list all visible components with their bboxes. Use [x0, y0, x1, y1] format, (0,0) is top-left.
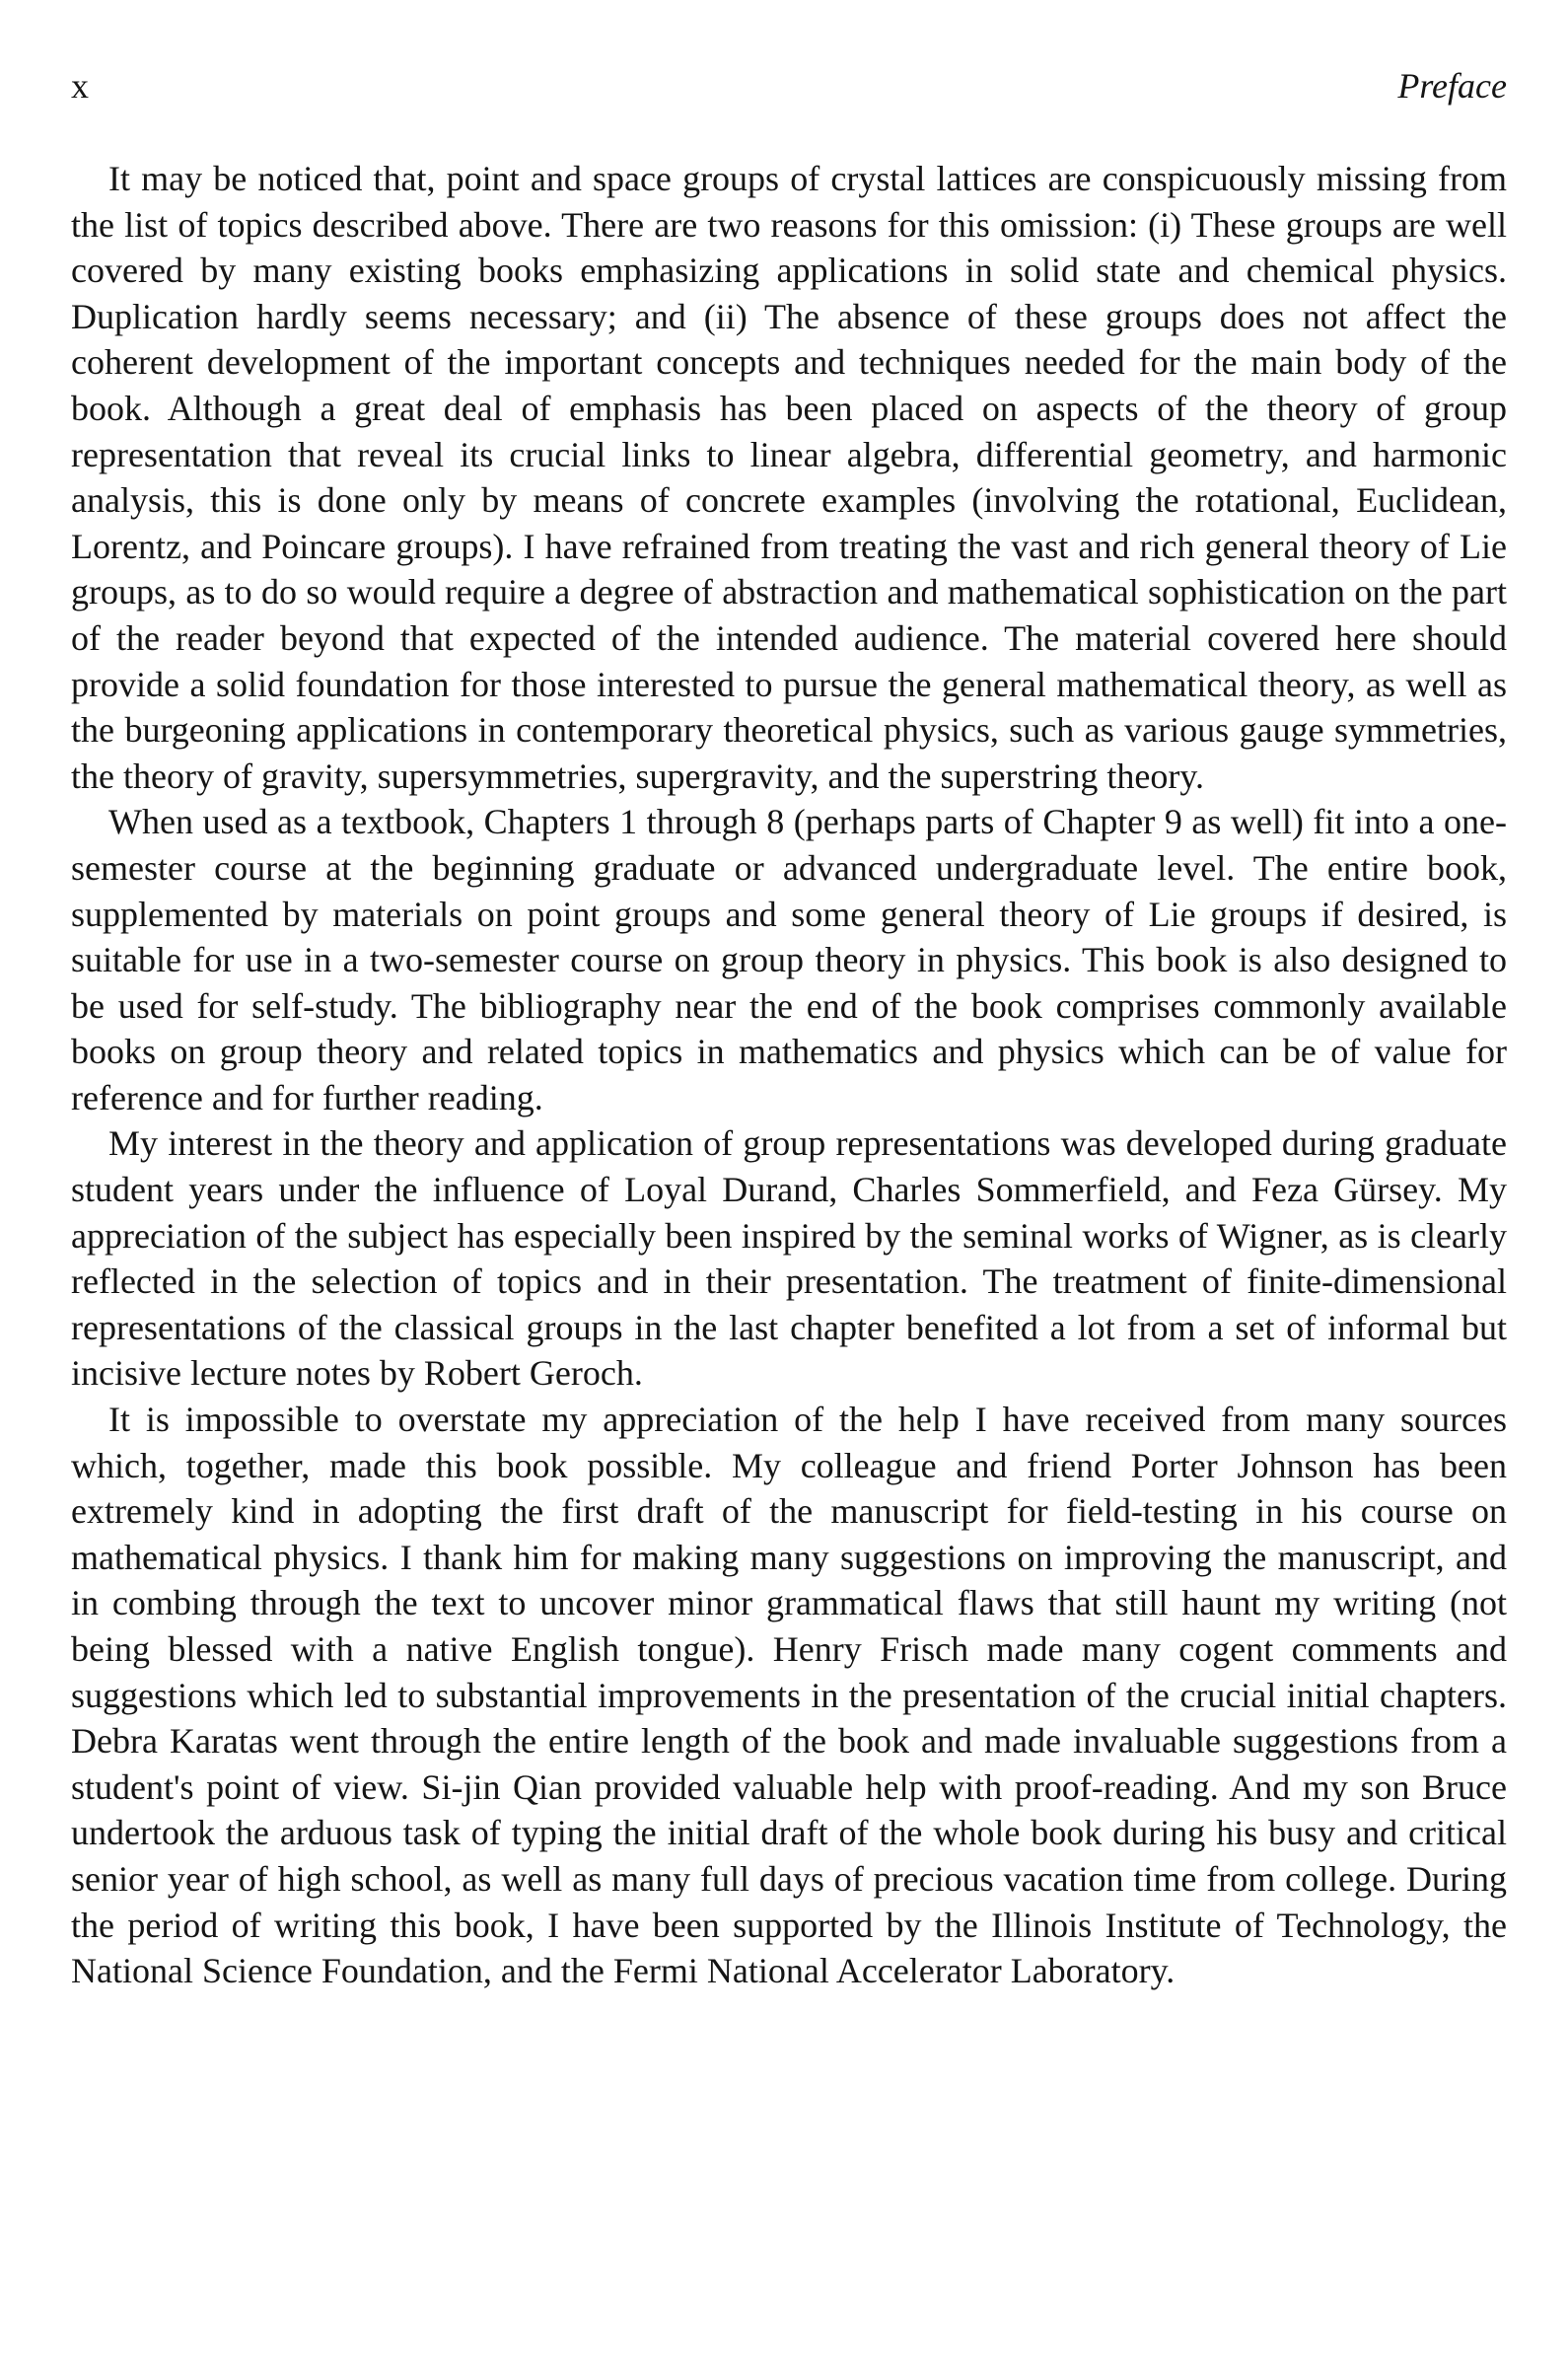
paragraph-textbook-usage: When used as a textbook, Chapters 1 through 8 (perhaps parts of Chapter 9 as well) fit into a one-semester course at the beginning graduate or advanced undergraduate level. The entire book, supplemented by materials on point groups and some general theory of Lie groups if desired, is suitable for use in a two-semester course on group theory in physics. This book is also designed to be used for self-study. The bibliography near the end of the book comprises commonly available books on group theory and related topics in mathematics and physics which can be of value for reference and for further reading. — [71, 802, 1507, 1117]
page-number: x — [71, 66, 89, 106]
paragraph-acknowledgements: It is impossible to overstate my appreciation of the help I have received from many sources which, together, made this book possible. My colleague and friend Porter Johnson has been extremely kind in adopting the first draft of the manuscript for field-testing in his course on mathematical physics. I thank him for making many suggestions on improving the manuscript, and in combing through the text to uncover minor grammatical flaws that still haunt my writing (not being blessed with a native English tongue). Henry Frisch made many cogent comments and suggestions which led to substantial improvements in the presentation of the crucial initial chapters. Debra Karatas went through the entire length of the book and made invaluable suggestions from a student's point of view. Si-jin Qian provided valuable help with proof-reading. And my son Bruce undertook the arduous task of typing the initial draft of the whole book during his busy and critical senior year of high school, as well as many full days of precious vacation time from college. During the period of writing this book, I have been supported by the Illinois Institute of Technology, the National Science Foundation, and the Fermi National Accelerator Laboratory. — [71, 1400, 1507, 1991]
running-head — [71, 61, 1507, 110]
paragraph-lattice-groups-omission: It may be noticed that, point and space groups of crystal lattices are conspicuously missing from the list of topics described above. There are two reasons for this omission: (i) These groups are well covered by many existing books emphasizing applications in solid state and chemical physics. Duplication hardly seems necessary; and (ii) The absence of these groups does not affect the coherent development of the important concepts and techniques needed for the main body of the book. Although a great deal of emphasis has been placed on aspects of the theory of group representation that reveal its crucial links to linear algebra, differential geometry, and harmonic analysis, this is done only by means of concrete examples (involving the rotational, Euclidean, Lorentz, and Poincare groups). I have refrained from treating the vast and rich general theory of Lie groups, as to do so would require a degree of abstraction and mathematical sophistication on the part of the reader beyond that expected of the intended audience. The material covered here should provide a solid foundation for those interested to pursue the general mathematical theory, as well as the burgeoning applications in contemporary theoretical physics, such as various gauge symmetries, the theory of gravity, supersymmetries, supergravity, and the superstring theory. — [71, 159, 1507, 796]
body-text — [71, 156, 1507, 1994]
paragraph-author-interest: My interest in the theory and application of group representations was developed during graduate student years under the influence of Loyal Durand, Charles Sommerfield, and Feza Gürsey. My appreciation of the subject has especially been inspired by the seminal works of Wigner, as is clearly reflected in the selection of topics and in their presentation. The treatment of finite-dimensional representations of the classical groups in the last chapter benefited a lot from a set of informal but incisive lecture notes by Robert Geroch. — [71, 1123, 1507, 1394]
section-title: Preface — [1397, 66, 1507, 106]
